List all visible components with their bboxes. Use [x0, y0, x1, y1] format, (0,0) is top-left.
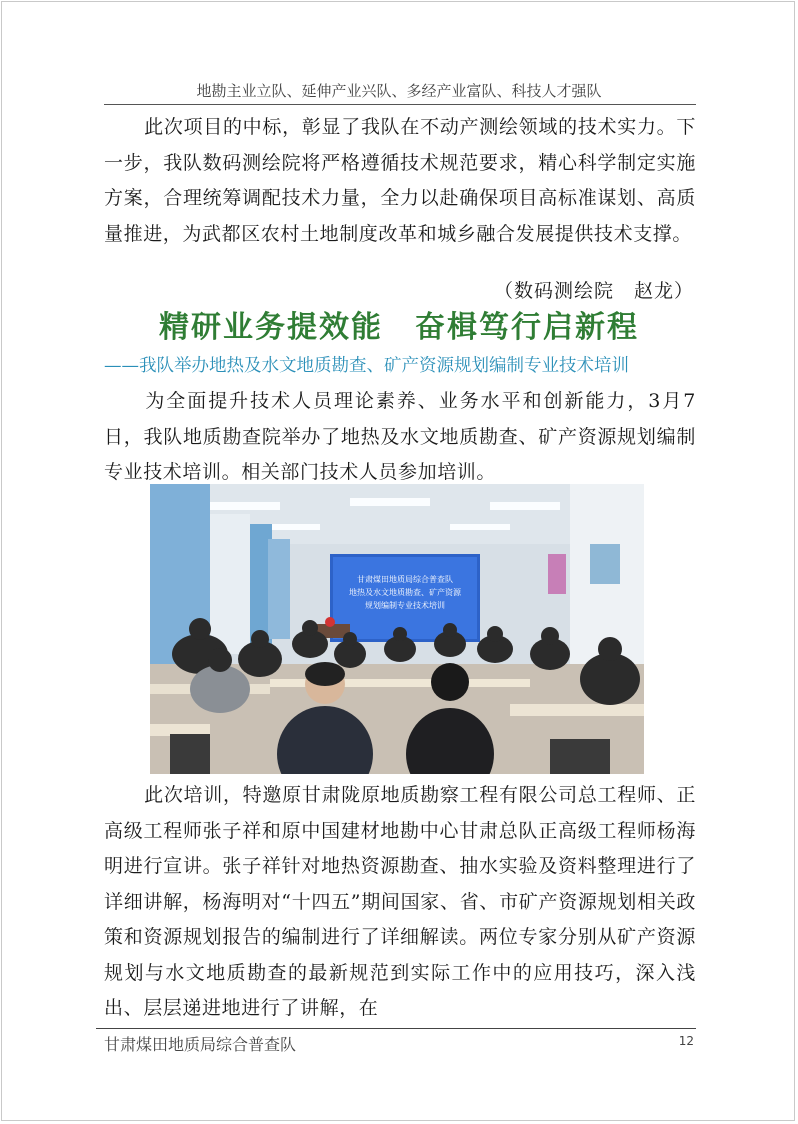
page-number: 12	[678, 1034, 694, 1048]
running-header: 地勘主业立队、延伸产业兴队、多经产业富队、科技人才强队	[196, 82, 602, 100]
screen-line-2: 地热及水文地质勘查、矿产资源	[349, 588, 461, 597]
article1-paragraph	[104, 110, 696, 252]
footer-organization: 甘肃煤田地质局综合普查队	[104, 1035, 297, 1054]
article1-signature: （数码测绘院 赵龙）	[493, 280, 694, 302]
article1-paragraph-text: 此次项目的中标，彰显了我队在不动产测绘领域的技术实力。下一步，我队数码测绘院将严格遵循技术规范要求，精心科学制定实施方案，合理统筹调配技术力量，全力以赴确保项目高标准谋划、高质量推进，为武都区农村土地制度改革和城乡融合发展提供技术支撑。	[104, 116, 696, 245]
article2-title: 精研业务提效能 奋楫笃行启新程	[159, 310, 639, 345]
screen-line-1: 甘肃煤田地质局综合普查队	[357, 575, 453, 584]
article2-paragraph1	[104, 384, 696, 491]
header-divider	[104, 104, 696, 105]
footer-divider	[96, 1028, 696, 1029]
screen-line-3: 规划编制专业技术培训	[365, 601, 445, 610]
training-photo	[150, 484, 644, 774]
article2-paragraph1-text: 为全面提升技术人员理论素养、业务水平和创新能力，3月7日，我队地质勘查院举办了地热及水文地质勘查、矿产资源规划编制专业技术培训。相关部门技术人员参加培训。	[104, 390, 696, 483]
article2-paragraph2-text: 此次培训，特邀原甘肃陇原地质勘察工程有限公司总工程师、正高级工程师张子祥和原中国建材地勘中心甘肃总队正高级工程师杨海明进行宣讲。张子祥针对地热资源勘查、抽水实验及资料整理进行了详细讲解，杨海明对“十四五”期间国家、省、市矿产资源规划相关政策和资源规划报告的编制进行了详细解读。两位专家分别从矿产资源规划与水文地质勘查的最新规范到实际工作中的应用技巧，深入浅出、层层递进地进行了讲解，在	[104, 784, 696, 1019]
article2-paragraph2	[104, 778, 696, 1027]
article2-subtitle: ——我队举办地热及水文地质勘查、矿产资源规划编制专业技术培训	[104, 356, 629, 376]
